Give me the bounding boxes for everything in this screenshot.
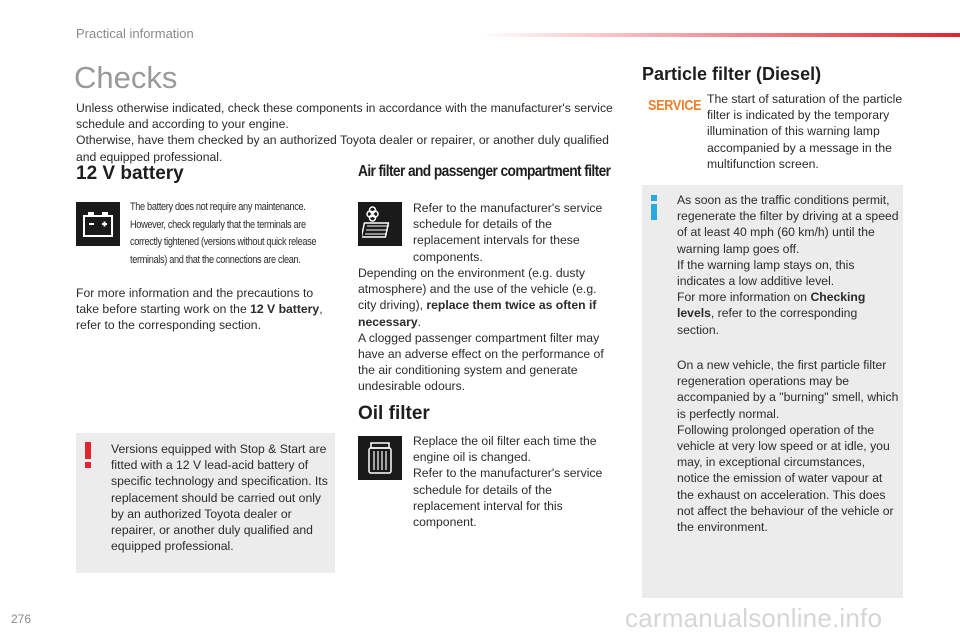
- battery-link-text: 12 V battery: [250, 302, 320, 317]
- particle-note-3-post: , refer to the corresponding section.: [677, 306, 858, 337]
- intro-text: [76, 100, 628, 165]
- air-filter-para-bold: replace them twice as often if necessary: [358, 298, 597, 329]
- particle-note-5: Following prolonged operation of the vehicle at very low speed or at idle, you may, in exceptional circumstances, notice the emission of water vapour at the exhaust on acceleration. This does not affect the behaviour of the vehicle or the environment.: [677, 422, 894, 535]
- particle-note-3-bold: Checking levels: [677, 290, 866, 321]
- warning-exclamation-dot: [85, 462, 91, 468]
- air-filter-para-post: .: [417, 314, 422, 329]
- battery-heading: 12 V battery: [76, 163, 184, 184]
- air-filter-para-2: A clogged passenger compartment filter may have an adverse effect on the performance of the air conditioning system and generate undesirable odours.: [358, 330, 604, 394]
- battery-warning-text: Versions equipped with Stop & Start are fitted with a 12 V lead-acid battery of specific technology and specification. Its replacement should be carried out only by an authorized Toyota dealer or repairer, or another duly qualified and equipped professional.: [111, 442, 328, 554]
- oil-filter-text: [413, 433, 608, 530]
- air-filter-icon: [358, 202, 402, 246]
- battery-maintenance-note: The battery does not require any maintenance. However, check regularly that the terminals are correctly tightened (versions without quick release terminals) and that the connections are clean.: [130, 201, 317, 266]
- air-filter-heading: Air filter and passenger compartment filter: [358, 163, 611, 180]
- oil-filter-icon: [358, 436, 402, 480]
- air-filter-para-pre: Depending on the environment (e.g. dusty atmosphere) and the use of the vehicle (e.g. city driving),: [358, 266, 597, 313]
- particle-filter-intro: The start of saturation of the particle filter is indicated by the temporary illumination of this warning lamp accompanied by a message in the multifunction screen.: [707, 92, 903, 171]
- particle-filter-notes: [677, 192, 899, 338]
- battery-more-info: [76, 285, 338, 334]
- particle-filter-notes-2: [677, 357, 899, 535]
- page-number: 276: [11, 612, 32, 626]
- watermark: carmanualsonline.info: [625, 603, 883, 633]
- battery-more-info-pre: For more information and the precautions to take before starting work on the: [76, 286, 314, 317]
- info-icon-dot: [651, 195, 657, 201]
- header-rule: [480, 33, 960, 37]
- oil-filter-heading: Oil filter: [358, 403, 430, 424]
- particle-note-1: As soon as the traffic conditions permit, regenerate the filter by driving at a speed of at least 40 mph (60 km/h) until the warning lamp goes off.: [677, 193, 899, 256]
- air-filter-paragraph: [358, 265, 616, 395]
- service-warning-icon: SERVICE: [648, 97, 702, 114]
- warning-exclamation-icon: [85, 442, 91, 459]
- intro-line-2: Otherwise, have them checked by an authorized Toyota dealer or repairer, or another duly qualified and equipped professional.: [76, 133, 609, 164]
- info-icon: [651, 204, 657, 220]
- intro-line-1: Unless otherwise indicated, check these components in accordance with the manufacturer's service schedule and according to your engine.: [76, 101, 613, 132]
- battery-more-info-post: , refer to the corresponding section.: [76, 302, 323, 333]
- particle-note-3-pre: For more information on: [677, 290, 811, 305]
- particle-note-4: On a new vehicle, the first particle filter regeneration operations may be accompanied by a "burning" smell, which is perfectly normal.: [677, 358, 899, 421]
- oil-filter-line-1: Replace the oil filter each time the engine oil is changed.: [413, 434, 597, 465]
- particle-note-3: [677, 289, 899, 338]
- particle-filter-heading: Particle filter (Diesel): [642, 64, 822, 84]
- particle-note-2: If the warning lamp stays on, this indicates a low additive level.: [677, 257, 855, 289]
- air-filter-intro: Refer to the manufacturer's service schedule for details of the replacement intervals for these components.: [413, 201, 603, 264]
- oil-filter-line-2: Refer to the manufacturer's service schedule for details of the replacement interval for this component.: [413, 466, 603, 530]
- page-title: Checks: [74, 60, 178, 95]
- section-label: Practical information: [76, 26, 194, 41]
- battery-icon: [76, 202, 120, 246]
